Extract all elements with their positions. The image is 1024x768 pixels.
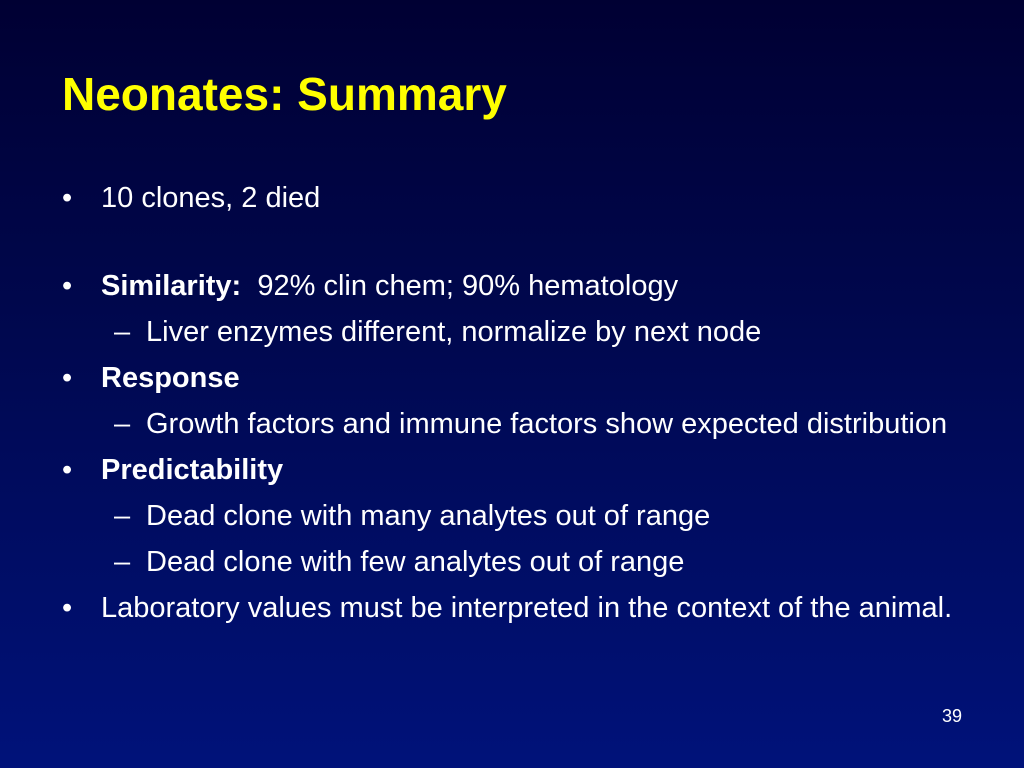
bullet-marker: •: [62, 270, 73, 302]
bullet-marker: •: [62, 182, 73, 214]
sub-bullet-text: Dead clone with few analytes out of range: [146, 546, 685, 578]
bullet-item: [0, 452, 1024, 488]
bullet-list: [0, 180, 1024, 626]
sub-bullet-item: [0, 498, 1024, 534]
bullet-text: 92% clin chem; 90% hematology: [257, 270, 679, 302]
slide-title: Neonates: Summary: [62, 68, 507, 120]
bullet-text: 10 clones, 2 died: [101, 182, 321, 214]
bullet-marker: •: [62, 592, 73, 624]
sub-bullet-item: [0, 314, 1024, 350]
bullet-item: [0, 180, 1024, 216]
sub-bullet-text: Dead clone with many analytes out of range: [146, 500, 711, 532]
bullet-bold-label: Similarity:: [101, 270, 242, 302]
sub-bullet-text: Liver enzymes different, normalize by next node: [146, 316, 762, 348]
bullet-bold-label: Predictability: [101, 454, 284, 486]
dash-marker: –: [114, 408, 131, 440]
bullet-marker: •: [62, 362, 73, 394]
dash-marker: –: [114, 546, 131, 578]
bullet-bold-label: Response: [101, 362, 240, 394]
bullet-item: [0, 268, 1024, 304]
bullet-item: [0, 590, 1024, 626]
dash-marker: –: [114, 316, 131, 348]
bullet-item: [0, 360, 1024, 396]
bullet-text: Laboratory values must be interpreted in the context of the animal.: [101, 592, 953, 624]
sub-bullet-item: [0, 544, 1024, 580]
bullet-marker: •: [62, 454, 73, 486]
sub-bullet-item: [0, 406, 1024, 442]
dash-marker: –: [114, 500, 131, 532]
page-number: 39: [941, 706, 962, 726]
sub-bullet-text: Growth factors and immune factors show expected distribution: [146, 408, 948, 440]
